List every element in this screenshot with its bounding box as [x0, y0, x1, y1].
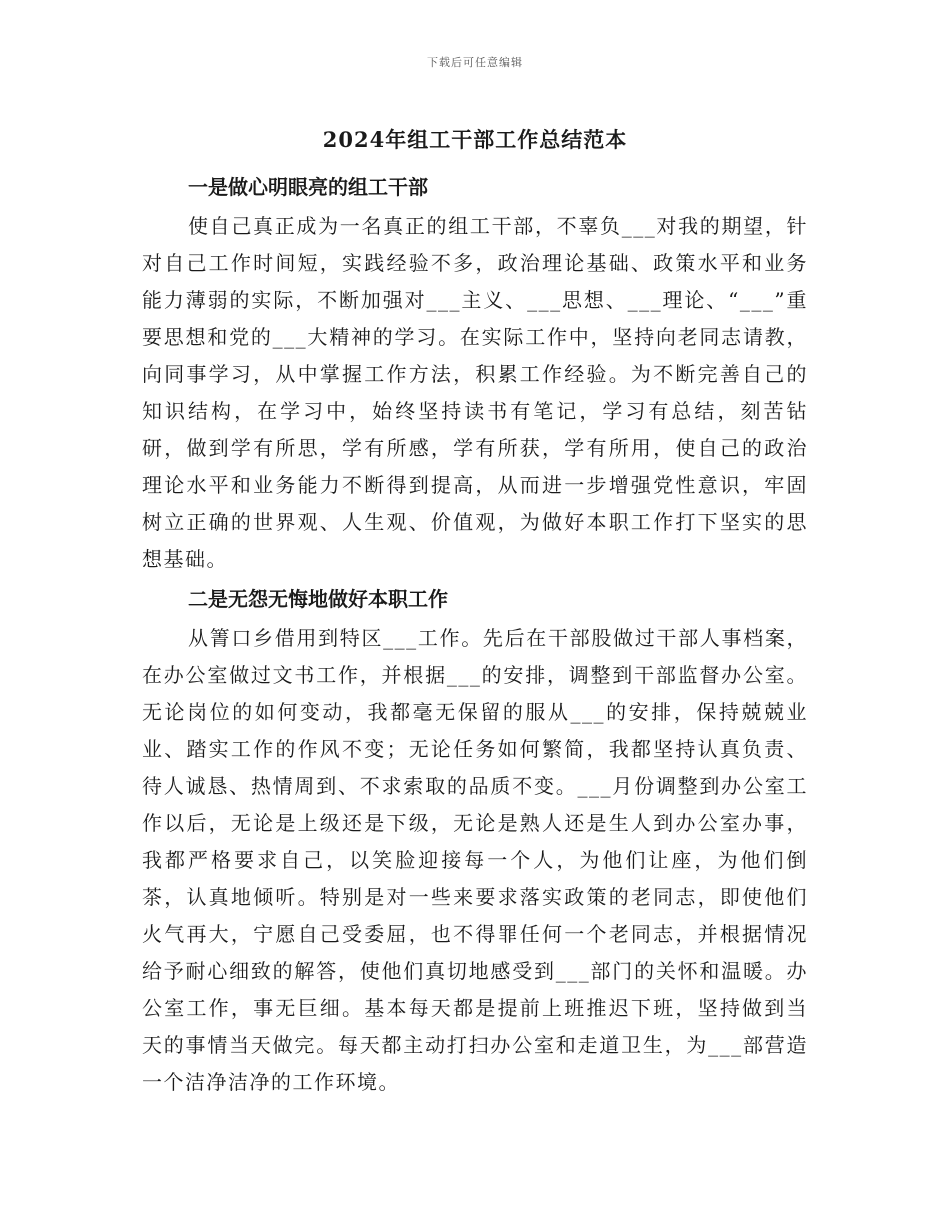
document-title: 2024年组工干部工作总结范本: [322, 127, 628, 152]
section-heading-2: 二是无怨无悔地做好本职工作: [188, 587, 448, 611]
section-paragraph-1: 使自己真正成为一名真正的组工干部，不辜负___对我的期望，针对自己工作时间短，实践经验不多，政治理论基础、政策水平和业务能力薄弱的实际，不断加强对___主义、___思想、___理论、“___”重要思想和党的___大精神的学习。在实际工作中，坚持向老同志请教，向同事学习，从中掌握工作方法，积累工作经验。为不断完善自己的知识结构，在学习中，始终坚持读书有笔记，学习有总结，刻苦钻研，做到学有所思，学有所感，学有所获，学有所用，使自己的政治理论水平和业务能力不断得到提高，从而进一步增强党性意识，牢固树立正确的世界观、人生观、价值观，为做好本职工作打下坚实的思想基础。: [142, 214, 808, 571]
document-body: [142, 166, 808, 1101]
page-header-note: 下载后可任意编辑: [427, 56, 523, 69]
section-heading-1: 一是做心明眼亮的组工干部: [188, 175, 428, 199]
section-paragraph-2: 从箐口乡借用到特区___工作。先后在干部股做过干部人事档案，在办公室做过文书工作，并根据___的安排，调整到干部监督办公室。无论岗位的如何变动，我都毫无保留的服从___的安排，保持兢兢业业、踏实工作的作风不变；无论任务如何繁简，我都坚持认真负责、待人诚恳、热情周到、不求索取的品质不变。___月份调整到办公室工作以后，无论是上级还是下级，无论是熟人还是生人到办公室办事，我都严格要求自己，以笑脸迎接每一个人，为他们让座，为他们倒茶，认真地倾听。特别是对一些来要求落实政策的老同志，即使他们火气再大，宁愿自己受委屈，也不得罪任何一个老同志，并根据情况给予耐心细致的解答，使他们真切地感受到___部门的关怀和温暖。办公室工作，事无巨细。基本每天都是提前上班推迟下班，坚持做到当天的事情当天做完。每天都主动打扫办公室和走道卫生，为___部营造一个洁净洁净的工作环境。: [142, 626, 808, 1094]
